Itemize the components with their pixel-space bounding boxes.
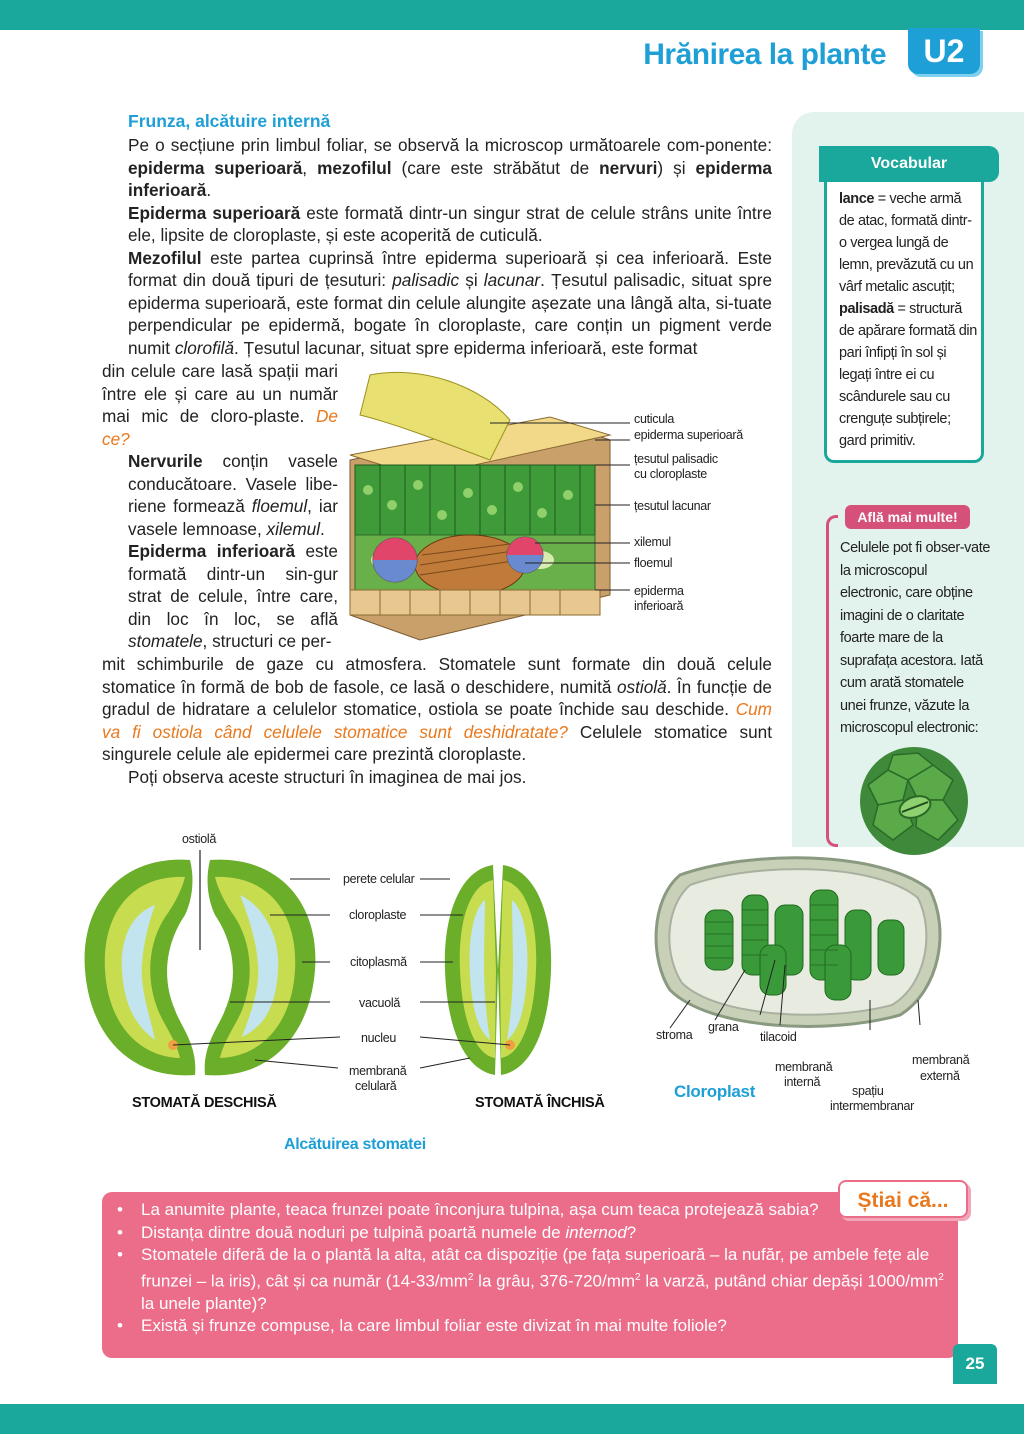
paragraph-mezofil: Mezofilul este partea cuprinsă între epiderma superioară și cea inferioară. Este format din două tipuri de țesuturi: palisadic și lacunar. Țesutul palisadic, situat spre epiderma superioară, este format din celule alungite așezate una lângă alta, si-tuate perpendicular pe epidermă, bogate în cloroplaste, care conțin un pigment verde numit clorofilă. Țesutul lacunar, situat spre epiderma inferioară, este format bbox=[128, 247, 772, 358]
paragraph-lacunar: din celule care lasă spații mari între ele și care au un număr mai mic de cloro-plaste. De ce? bbox=[102, 361, 338, 449]
label-xilem: xilemul bbox=[634, 535, 671, 549]
label-citoplasma: citoplasmă bbox=[350, 955, 407, 969]
label-nucleu: nucleu bbox=[361, 1031, 397, 1045]
bottom-bar bbox=[0, 1404, 1024, 1434]
label-spatiu-intermembranar-2: intermembranar bbox=[830, 1099, 915, 1113]
label-membrana-interna: membrană bbox=[775, 1060, 833, 1074]
label-cloroplaste: cloroplaste bbox=[349, 908, 407, 922]
label-cuticula: cuticula bbox=[634, 412, 674, 426]
unit-badge: U2 bbox=[908, 28, 980, 74]
label-tesut-lacunar: țesutul lacunar bbox=[634, 499, 711, 513]
intro-text bbox=[102, 134, 772, 359]
label-vacuola: vacuolă bbox=[359, 996, 400, 1010]
list-item: • Există și frunze compuse, la care limbul foliar este divizat în mai multe foliole? bbox=[114, 1315, 954, 1338]
label-grana: grana bbox=[708, 1020, 739, 1034]
top-bar bbox=[0, 0, 1024, 30]
learn-more-bracket bbox=[826, 515, 838, 847]
label-perete-celular: perete celular bbox=[343, 872, 415, 886]
paragraph-nervuri: Nervurile conțin vasele conducătoare. Vasele libe-riene formează floemul, iar vasele lemnoase, xilemul. bbox=[128, 451, 338, 539]
label-ostiola: ostiolă bbox=[182, 832, 217, 846]
paragraph-epiderma-superioara: Epiderma superioară este formată dintr-un singur strat de celule strâns unite între ele, lipsite de cloroplaste, și este acoperită de cuticulă. bbox=[128, 202, 772, 245]
stomata-micrograph-image bbox=[858, 745, 970, 857]
page-number: 25 bbox=[953, 1344, 997, 1384]
chloroplast-diagram bbox=[650, 850, 950, 1030]
stomata-diagram bbox=[80, 845, 580, 1100]
closed-stomata-caption: STOMATĂ ÎNCHISĂ bbox=[475, 1095, 605, 1111]
vocabulary-text: lance = veche armă de atac, formată dintr-o vergea lungă de lemn, prevăzută cu un vârf metalic ascuțit; palisadă = structură de apărare formată din pari înfipți în sol și legați între ei cu scândurele sau cu crenguțe subțirele; gard primitiv. bbox=[839, 191, 977, 449]
label-epiderma-inferioara-2: inferioară bbox=[634, 599, 684, 613]
paragraph-intro: Pe o secțiune prin limbul foliar, se observă la microscop următoarele com-ponente: epiderma superioară, mezofilul (care este străbătut de nervuri) și epiderma inferioară. bbox=[128, 135, 772, 200]
label-tesut-palisadic: țesutul palisadic bbox=[634, 452, 718, 466]
paragraph-stomate: mit schimburile de gaze cu atmosfera. Stomatele sunt formate din două celule stomatice în formă de bob de fasole, ce lasă o deschidere, numită ostiolă. În funcție de gradul de hidratare a celulelor stomatice, ostiola se poate închide sau deschide. Cum va fi ostiola când celulele stomatice sunt deshidratate? Celulele stomatice sunt singurele celule ale epidermei care prezintă cloroplaste. bbox=[102, 654, 772, 764]
stomata-diagram-title: Alcătuirea stomatei bbox=[284, 1136, 426, 1153]
paragraph-observa: Poți observa aceste structuri în imaginea de mai jos. bbox=[128, 766, 527, 787]
leaf-cross-section-diagram bbox=[340, 365, 630, 650]
vocab-term: palisadă bbox=[839, 301, 894, 317]
label-membrana-celulara: membrană bbox=[349, 1064, 407, 1078]
stomata-text bbox=[102, 653, 772, 788]
vocab-term: lance bbox=[839, 191, 875, 207]
chloroplast-title: Cloroplast bbox=[674, 1082, 756, 1101]
column-text bbox=[102, 360, 338, 653]
label-membrana-celulara-2: celulară bbox=[355, 1079, 397, 1093]
label-tilacoid: tilacoid bbox=[760, 1030, 797, 1044]
label-epiderma-inferioara: epiderma bbox=[634, 584, 684, 598]
did-you-know-list bbox=[114, 1199, 954, 1338]
open-stomata-caption: STOMATĂ DESCHISĂ bbox=[132, 1095, 277, 1111]
list-item: • Stomatele diferă de la o plantă la alta, atât ca dispoziție (pe fața superioară – la nufăr, pe ambele fețe ale frunzei – la iris), cât și ca număr ($14-33/mm^2$ la grâu, $376-720/mm^2$ la varză, putând chiar depăși $1000/mm^2$ la unele plante)? bbox=[114, 1244, 954, 1315]
did-you-know-badge: Știai că... bbox=[838, 1180, 968, 1218]
list-item: • Distanța dintre două noduri pe tulpină poartă numele de internod? bbox=[114, 1222, 954, 1245]
label-spatiu-intermembranar: spațiu bbox=[852, 1084, 884, 1098]
label-stroma: stroma bbox=[656, 1028, 693, 1042]
label-membrana-externa: membrană bbox=[912, 1053, 970, 1067]
label-epiderma-superioara: epiderma superioară bbox=[634, 428, 743, 442]
section-heading: Frunza, alcătuire internă bbox=[128, 111, 331, 131]
label-membrana-externa-2: externă bbox=[920, 1069, 960, 1083]
label-membrana-interna-2: internă bbox=[784, 1075, 821, 1089]
label-floem: floemul bbox=[634, 556, 673, 570]
chapter-title: Hrănirea la plante bbox=[643, 38, 886, 71]
vocabulary-title: Vocabular bbox=[819, 146, 999, 182]
label-tesut-palisadic-2: cu cloroplaste bbox=[634, 467, 707, 481]
list-item: • La anumite plante, teaca frunzei poate înconjura tulpina, așa cum teaca protejează sabia? bbox=[114, 1199, 954, 1222]
paragraph-epiderma-inferioara: Epiderma inferioară este formată dintr-un sin-gur strat de celule, între care, din loc în loc, se află stomatele, structuri ce per- bbox=[128, 541, 338, 651]
learn-more-title: Află mai multe! bbox=[845, 505, 970, 529]
learn-more-text: Celulele pot fi obser-vate la microscopul electronic, care obține imagini de o claritate foarte mare de la suprafața acestora. Iată cum arată stomatele unei frunze, văzute la microscopul electronic: bbox=[840, 540, 990, 736]
